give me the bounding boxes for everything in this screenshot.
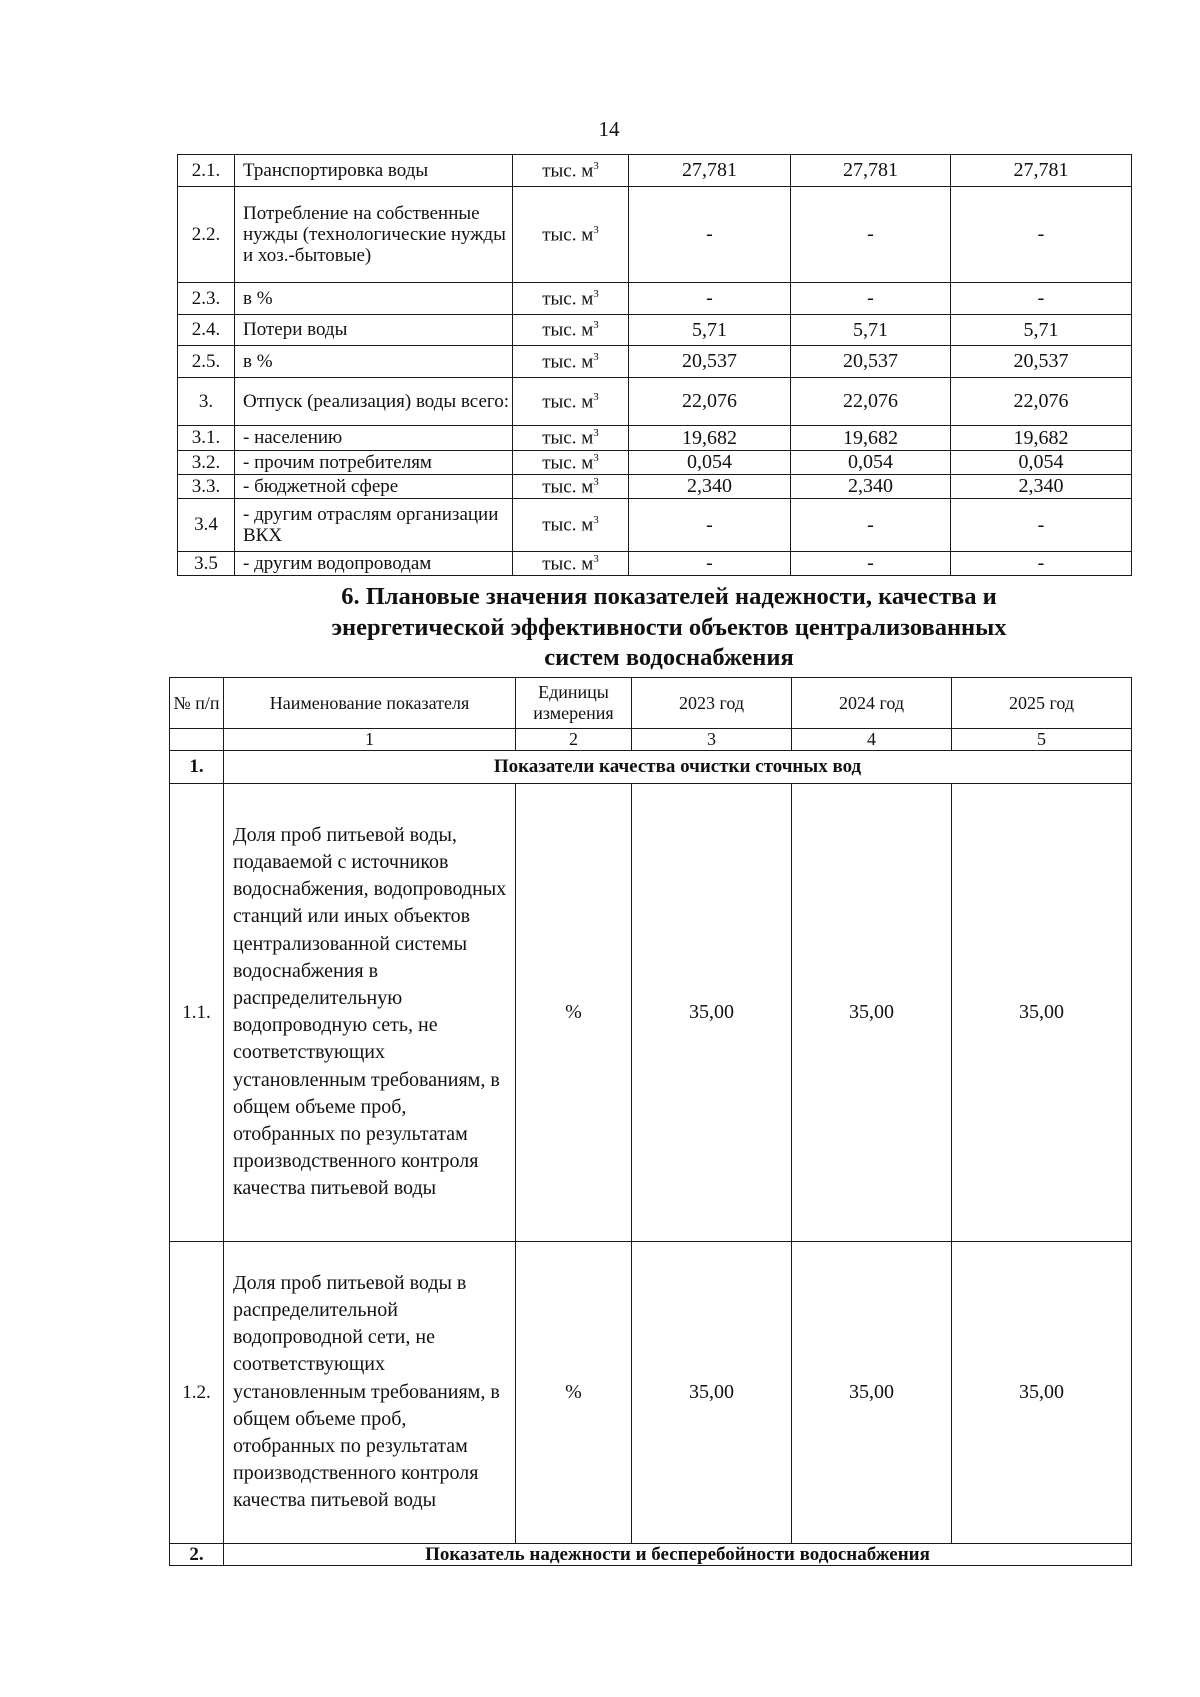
row-name: - прочим потребителям [235,451,513,475]
section-num: 1. [170,750,224,783]
indicator-unit: % [516,783,632,1241]
unit-label: тыс. м [542,160,594,182]
value-2023: 19,682 [629,426,791,451]
unit-superscript: 3 [593,475,599,488]
header-2024: 2024 год [792,678,952,729]
unit-label: тыс. м [542,427,594,449]
header-name: Наименование показателя [224,678,516,729]
row-name: - бюджетной сфере [235,475,513,499]
section-title-line-1: 6. Плановые значения показателей надежности, качества и [341,583,997,610]
row-num: 3.3. [178,475,235,499]
row-unit [513,187,629,283]
column-number-row [170,729,1132,751]
value-2024: 35,00 [792,1241,952,1543]
value-2025: 5,71 [951,315,1132,346]
row-unit [513,426,629,451]
table-row [178,451,1132,475]
unit-superscript: 3 [593,287,599,300]
table-row [178,283,1132,315]
table-row [178,475,1132,499]
section-row [170,1543,1132,1565]
section-title-line-3: систем водоснабжения [544,644,794,672]
table-row [178,187,1132,283]
row-name: в % [235,283,513,315]
table-row [178,315,1132,346]
row-unit [513,283,629,315]
row-name: - другим отраслям организации ВКХ [235,499,513,552]
row-unit [513,315,629,346]
header-unit: Единицы измерения [516,678,632,729]
indicators-table [169,677,1132,1566]
header-num: № п/п [170,678,224,729]
unit-superscript: 3 [593,390,599,403]
value-2023: 20,537 [629,346,791,378]
value-2025: 2,340 [951,475,1132,499]
column-number: 3 [632,729,792,751]
row-name: Потери воды [235,315,513,346]
row-num: 3.4 [178,499,235,552]
row-unit [513,475,629,499]
row-unit [513,378,629,426]
row-num: 3.2. [178,451,235,475]
value-2023: 5,71 [629,315,791,346]
unit-superscript: 3 [593,552,599,565]
table-row [178,426,1132,451]
row-unit [513,155,629,187]
value-2023: 0,054 [629,451,791,475]
unit-label: тыс. м [542,452,594,474]
section-heading: Показатель надежности и бесперебойности водоснабжения [224,1543,1132,1565]
unit-superscript: 3 [593,159,599,172]
value-2025: 27,781 [951,155,1132,187]
value-2025: - [951,499,1132,552]
indicator-unit: % [516,1241,632,1543]
row-num: 3. [178,378,235,426]
water-balance-table [177,154,1132,576]
row-num: 2.3. [178,283,235,315]
table-row [178,378,1132,426]
section-row [170,750,1132,783]
value-2025: 35,00 [952,783,1132,1241]
column-number-empty [170,729,224,751]
value-2024: 2,340 [791,475,951,499]
row-num: 2.4. [178,315,235,346]
indicator-name: Доля проб питьевой воды в распределительной водопроводной сети, не соответствующих установленным требованиям, в общем объеме проб, отобранных по результатам производственного контроля качества питьевой воды [224,1241,516,1543]
page-number: 14 [598,117,620,141]
row-name: - другим водопроводам [235,552,513,576]
unit-superscript: 3 [593,451,599,464]
row-num: 1.2. [170,1241,224,1543]
value-2025: 22,076 [951,378,1132,426]
section-num: 2. [170,1543,224,1565]
row-num: 2.5. [178,346,235,378]
section-heading: Показатели качества очистки сточных вод [224,750,1132,783]
section-title-line-2: энергетической эффективности объектов централизованных [331,613,1007,641]
table-row [178,552,1132,576]
column-number: 1 [224,729,516,751]
column-number: 5 [952,729,1132,751]
row-name: Потребление на собственные нужды (технологические нужды и хоз.-бытовые) [235,187,513,283]
value-2023: - [629,499,791,552]
table-row [178,346,1132,378]
row-name: Транспортировка воды [235,155,513,187]
unit-superscript: 3 [593,350,599,363]
value-2024: 27,781 [791,155,951,187]
value-2023: 35,00 [632,783,792,1241]
unit-label: тыс. м [542,319,594,341]
unit-superscript: 3 [593,223,599,236]
row-name: Отпуск (реализация) воды всего: [235,378,513,426]
unit-label: тыс. м [542,351,594,373]
value-2024: - [791,187,951,283]
value-2023: - [629,552,791,576]
value-2023: - [629,187,791,283]
column-number: 2 [516,729,632,751]
row-num: 3.1. [178,426,235,451]
row-num: 1.1. [170,783,224,1241]
table-row [170,783,1132,1241]
indicator-name: Доля проб питьевой воды, подаваемой с источников водоснабжения, водопроводных станций или иных объектов централизованной системы водоснабжения в распределительную водопроводную сеть, не соответствующих установленным требованиям, в общем объеме проб, отобранных по результатам производственного контроля качества питьевой воды [224,783,516,1241]
value-2024: - [791,499,951,552]
value-2025: 35,00 [952,1241,1132,1543]
value-2024: - [791,283,951,315]
value-2023: 2,340 [629,475,791,499]
value-2024: 0,054 [791,451,951,475]
value-2025: - [951,552,1132,576]
unit-superscript: 3 [593,319,599,332]
unit-label: тыс. м [542,476,594,498]
table-row [178,499,1132,552]
value-2023: 35,00 [632,1241,792,1543]
value-2025: - [951,187,1132,283]
row-unit [513,346,629,378]
value-2024: 35,00 [792,783,952,1241]
value-2025: 20,537 [951,346,1132,378]
row-name: - населению [235,426,513,451]
unit-label: тыс. м [542,391,594,413]
unit-label: тыс. м [542,514,594,536]
unit-label: тыс. м [542,553,594,575]
value-2025: - [951,283,1132,315]
value-2024: 22,076 [791,378,951,426]
value-2023: 22,076 [629,378,791,426]
table-row [178,155,1132,187]
row-num: 2.1. [178,155,235,187]
unit-superscript: 3 [593,514,599,527]
value-2025: 19,682 [951,426,1132,451]
unit-label: тыс. м [542,288,594,310]
unit-superscript: 3 [593,427,599,440]
header-2025: 2025 год [952,678,1132,729]
table-header-row [170,678,1132,729]
row-unit [513,552,629,576]
row-num: 2.2. [178,187,235,283]
column-number: 4 [792,729,952,751]
row-unit [513,499,629,552]
table-row [170,1241,1132,1543]
value-2024: 5,71 [791,315,951,346]
value-2024: 20,537 [791,346,951,378]
header-2023: 2023 год [632,678,792,729]
row-num: 3.5 [178,552,235,576]
value-2024: 19,682 [791,426,951,451]
section-title [0,582,1200,674]
row-unit [513,451,629,475]
value-2025: 0,054 [951,451,1132,475]
unit-label: тыс. м [542,224,594,246]
value-2024: - [791,552,951,576]
value-2023: 27,781 [629,155,791,187]
row-name: в % [235,346,513,378]
value-2023: - [629,283,791,315]
